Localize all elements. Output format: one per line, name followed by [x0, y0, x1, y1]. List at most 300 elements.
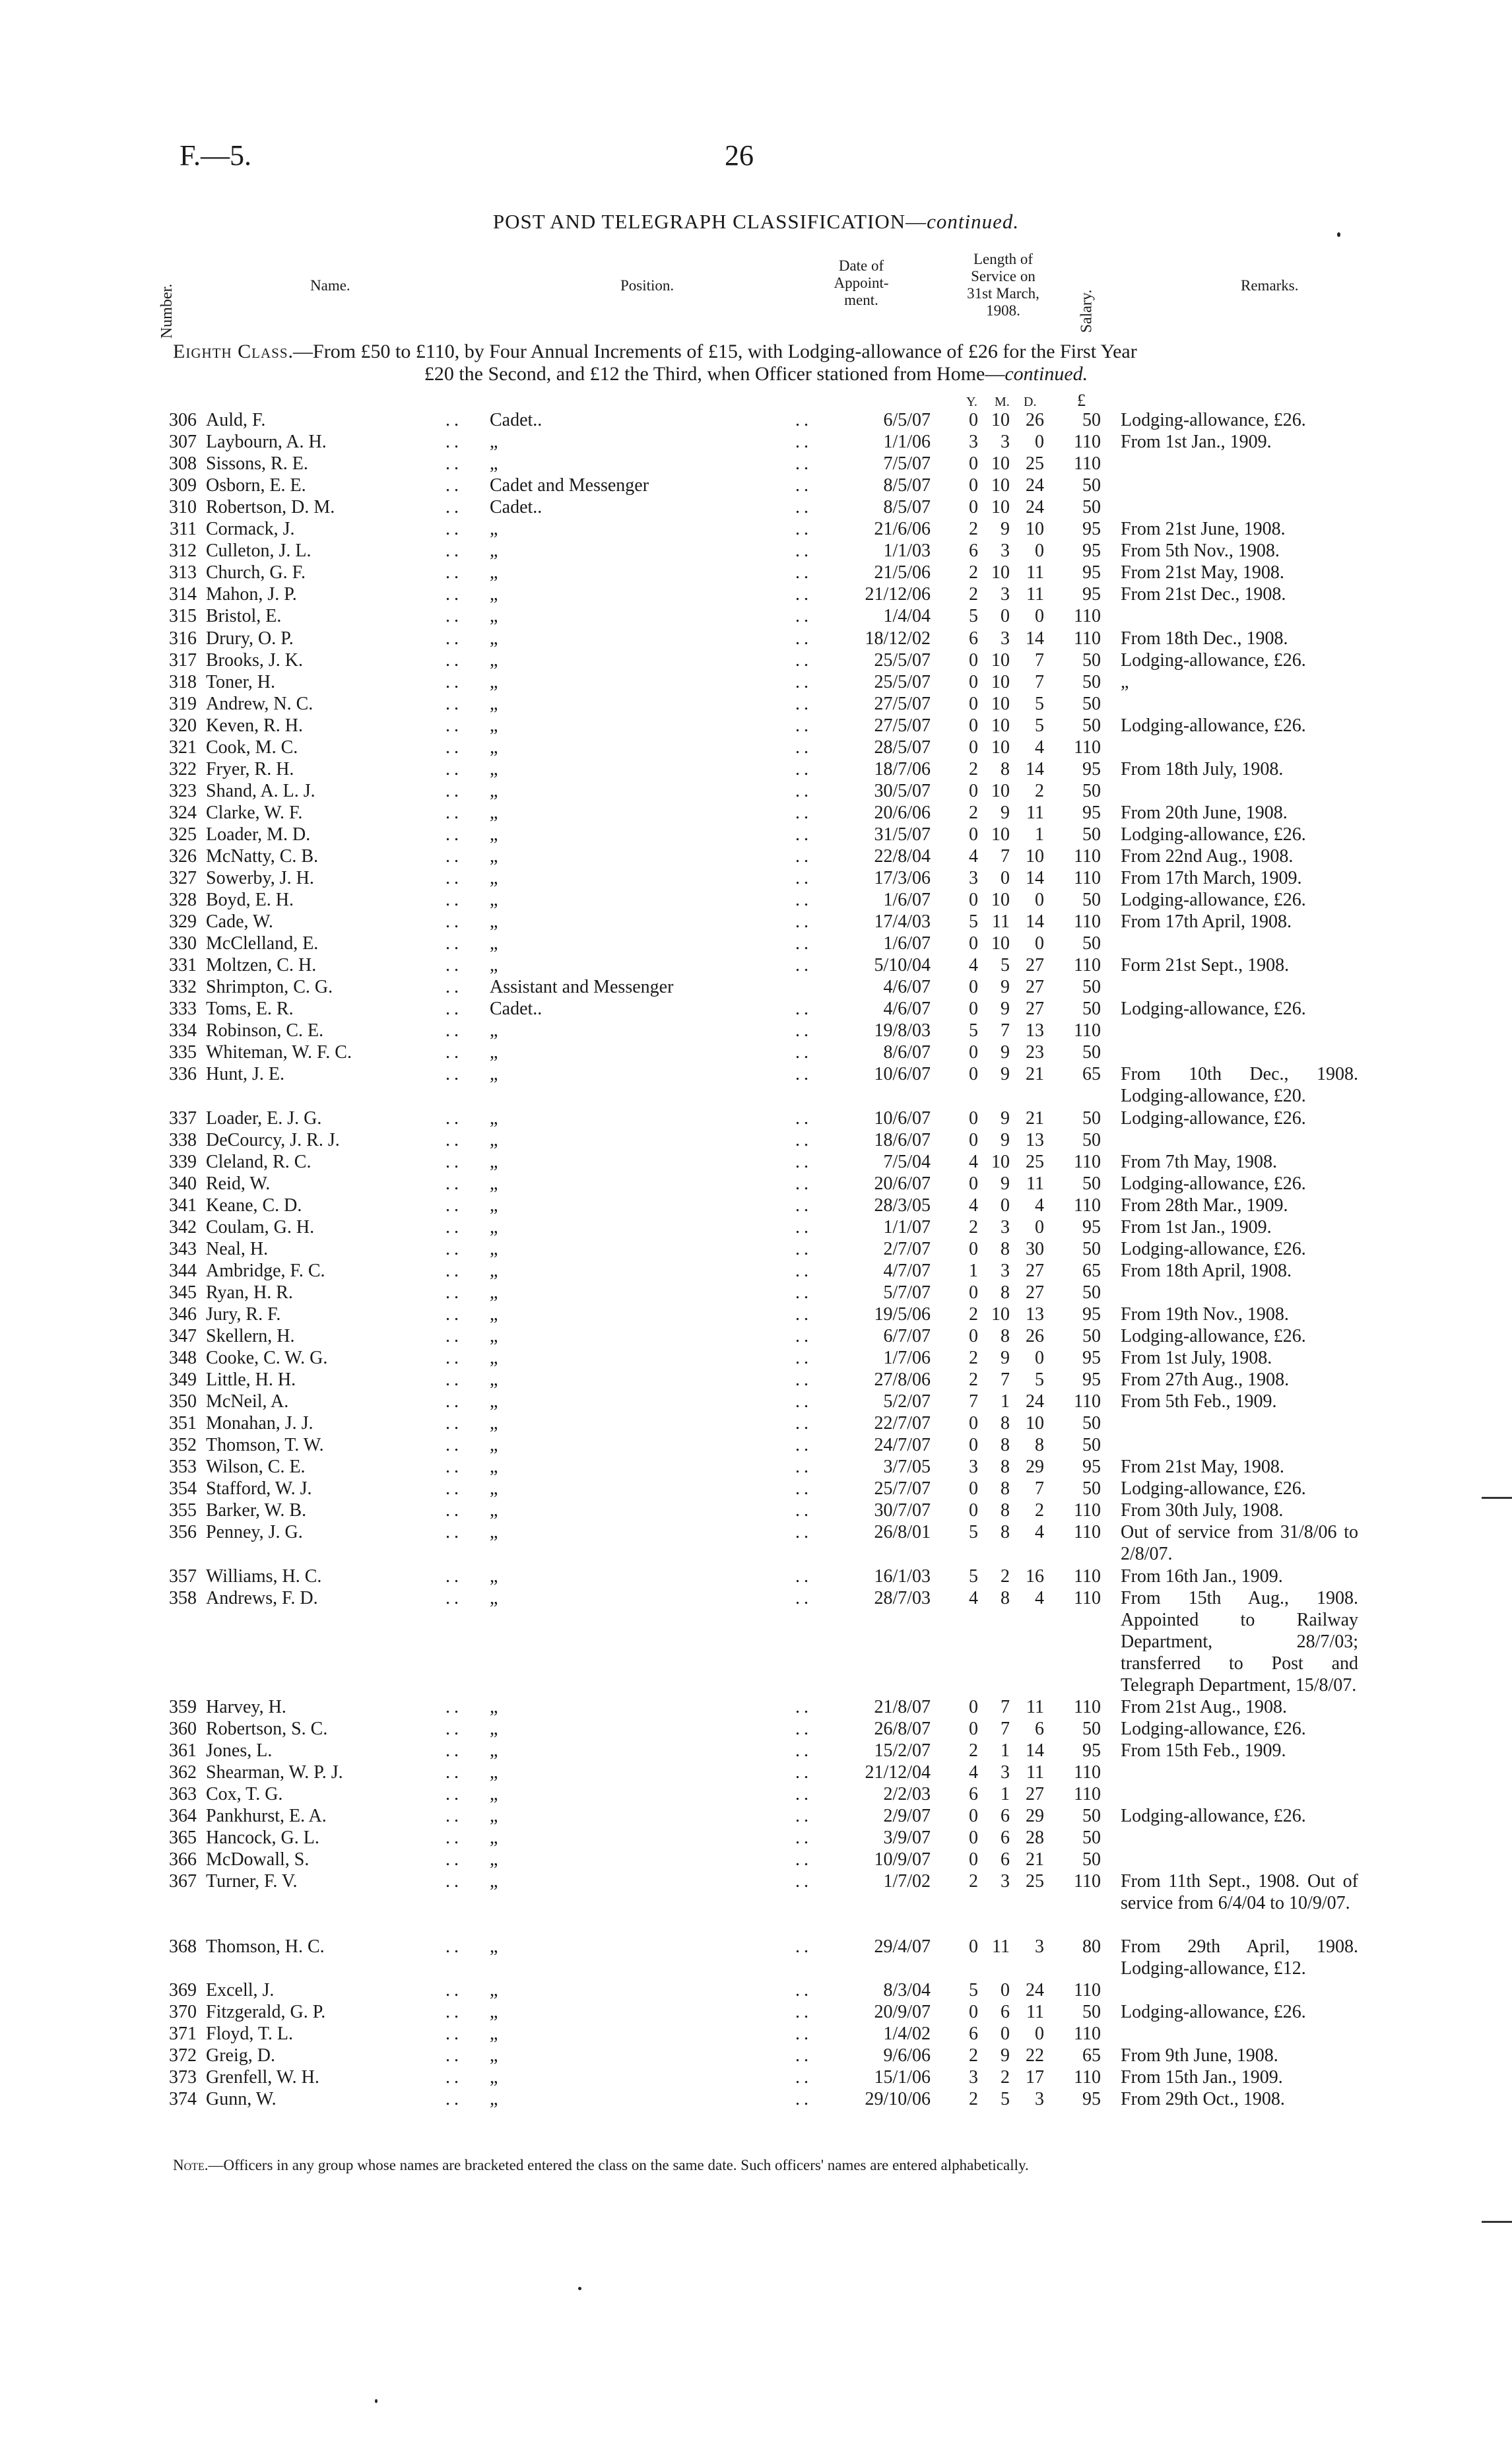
leader-dots: ..	[445, 1871, 463, 1892]
service-days: 2	[1035, 1500, 1044, 1521]
leader-dots: ..	[795, 475, 812, 496]
appointment-date: 4/6/07	[883, 999, 931, 1019]
position-cell: „	[490, 1719, 498, 1739]
service-months: 3	[1001, 1217, 1010, 1237]
appointment-date: 22/8/04	[874, 846, 931, 867]
row-number: 355	[169, 1500, 197, 1521]
leader-dots: ..	[445, 672, 463, 692]
leader-dots: ..	[795, 1020, 812, 1041]
position-cell: Cadet and Messenger	[490, 475, 649, 496]
position-cell: „	[490, 1130, 498, 1150]
service-days: 28	[1026, 1828, 1044, 1848]
row-number: 311	[170, 519, 197, 539]
row-number: 349	[169, 1369, 197, 1390]
service-days: 6	[1035, 1719, 1044, 1739]
officer-name: Robertson, S. C.	[206, 1719, 328, 1739]
position-cell: „	[490, 2045, 498, 2066]
row-number: 345	[169, 1282, 197, 1303]
service-days: 27	[1026, 1261, 1044, 1281]
officer-name: Thomson, T. W.	[206, 1435, 324, 1455]
service-months: 3	[1001, 584, 1010, 605]
officer-name: Bristol, E.	[206, 606, 282, 626]
position-cell: „	[490, 628, 498, 649]
table-row	[0, 1412, 1512, 1434]
officer-name: Boyd, E. H.	[206, 890, 294, 910]
leader-dots: ..	[445, 541, 463, 561]
row-number: 336	[169, 1064, 197, 1084]
service-years: 0	[969, 715, 978, 736]
leader-dots: ..	[445, 868, 463, 888]
appointment-date: 20/6/07	[874, 1173, 931, 1194]
officer-name: Robertson, D. M.	[206, 497, 335, 517]
table-row	[0, 2066, 1512, 2088]
service-years: 3	[969, 432, 978, 452]
leader-dots: ..	[445, 1369, 463, 1390]
officer-name: Toms, E. R.	[206, 999, 294, 1019]
appointment-date: 21/12/04	[865, 1762, 931, 1783]
service-years: 3	[969, 2067, 978, 2088]
leader-dots: ..	[795, 737, 812, 758]
table-row	[0, 1587, 1512, 1696]
row-number: 325	[169, 824, 197, 845]
service-days: 10	[1026, 519, 1044, 539]
leader-dots: ..	[795, 1762, 812, 1783]
service-days: 25	[1026, 1871, 1044, 1892]
note-text: .—Officers in any group whose names are bracketed entered the class on the same date. Such officers' names are entered alphabetically.	[204, 2157, 1029, 2173]
row-number: 371	[169, 2024, 197, 2044]
appointment-date: 8/5/07	[883, 475, 931, 496]
service-years: 0	[969, 1413, 978, 1434]
table-row	[0, 1456, 1512, 1478]
appointment-date: 7/5/07	[883, 453, 931, 474]
leader-dots: ..	[445, 1762, 463, 1783]
leader-dots: ..	[445, 1326, 463, 1346]
salary-cell: 50	[1082, 1108, 1101, 1129]
position-cell: „	[490, 584, 498, 605]
service-days: 0	[1035, 1348, 1044, 1368]
position-cell: „	[490, 933, 498, 954]
leader-dots: ..	[795, 672, 812, 692]
leader-dots: ..	[795, 1784, 812, 1804]
service-days: 21	[1026, 1064, 1044, 1084]
class-continued: continued.	[1004, 363, 1088, 385]
row-number: 354	[169, 1478, 197, 1499]
service-months: 0	[1001, 606, 1010, 626]
service-days: 26	[1026, 1326, 1044, 1346]
leader-dots: ..	[445, 933, 463, 954]
table-row	[0, 845, 1512, 867]
service-days: 0	[1035, 2024, 1044, 2044]
row-number: 358	[169, 1588, 197, 1608]
leader-dots: ..	[795, 824, 812, 845]
remarks-cell: From 15th Feb., 1909.	[1121, 1740, 1286, 1761]
position-cell: „	[490, 1936, 498, 1957]
officer-name: Ambridge, F. C.	[206, 1261, 325, 1281]
service-months: 1	[1001, 1391, 1010, 1412]
leader-dots: ..	[445, 1566, 463, 1587]
officer-name: Andrew, N. C.	[206, 694, 313, 714]
leader-dots: ..	[795, 497, 812, 517]
leader-dots: ..	[445, 1282, 463, 1303]
appointment-date: 30/5/07	[874, 781, 931, 801]
officer-name: Turner, F. V.	[206, 1871, 298, 1892]
service-years: 4	[969, 1762, 978, 1783]
row-number: 353	[169, 1457, 197, 1477]
leader-dots: ..	[795, 1522, 812, 1542]
row-number: 346	[169, 1304, 197, 1325]
officer-name: DeCourcy, J. R. J.	[206, 1130, 340, 1150]
remarks-cell: Lodging-allowance, £26.	[1121, 1108, 1306, 1129]
leader-dots: ..	[795, 606, 812, 626]
table-row	[0, 1718, 1512, 1740]
service-days: 3	[1035, 2089, 1044, 2109]
class-heading	[173, 340, 1361, 363]
salary-cell: 110	[1074, 1980, 1101, 2000]
service-years: 2	[969, 2045, 978, 2066]
table-row	[0, 1696, 1512, 1718]
salary-cell: 65	[1082, 2045, 1101, 2066]
appointment-date: 26/8/07	[874, 1719, 931, 1739]
service-years: 0	[969, 650, 978, 671]
position-cell: „	[490, 1806, 498, 1826]
service-years: 0	[969, 999, 978, 1019]
officer-name: Shearman, W. P. J.	[206, 1762, 343, 1783]
table-row	[0, 824, 1512, 845]
row-number: 328	[169, 890, 197, 910]
service-days: 14	[1026, 628, 1044, 649]
salary-cell: 95	[1082, 562, 1101, 583]
salary-cell: 50	[1082, 977, 1101, 997]
appointment-date: 20/9/07	[874, 2002, 931, 2022]
service-days: 29	[1026, 1806, 1044, 1826]
leader-dots: ..	[795, 1740, 812, 1761]
officer-name: Keven, R. H.	[206, 715, 303, 736]
remarks-cell: Lodging-allowance, £26.	[1121, 715, 1306, 736]
service-years: 3	[969, 868, 978, 888]
service-months: 10	[991, 737, 1010, 758]
service-years: 0	[969, 933, 978, 954]
service-days: 5	[1035, 715, 1044, 736]
service-years: 0	[969, 1500, 978, 1521]
leader-dots: ..	[795, 846, 812, 867]
officer-name: Toner, H.	[206, 672, 275, 692]
leader-dots: ..	[445, 475, 463, 496]
service-years: 2	[969, 759, 978, 779]
officer-name: Cooke, C. W. G.	[206, 1348, 328, 1368]
table-row	[0, 453, 1512, 475]
position-cell: „	[490, 1217, 498, 1237]
position-cell: „	[490, 453, 498, 474]
table-row	[0, 583, 1512, 605]
table-row	[0, 802, 1512, 824]
remarks-cell: Lodging-allowance, £26.	[1121, 1239, 1306, 1259]
service-days: 0	[1035, 541, 1044, 561]
appointment-date: 5/2/07	[883, 1391, 931, 1412]
service-days: 21	[1026, 1108, 1044, 1129]
header-number: Number.	[158, 283, 176, 339]
officer-name: Moltzen, C. H.	[206, 955, 317, 975]
remarks-cell: From 29th Oct., 1908.	[1121, 2089, 1285, 2109]
row-number: 369	[169, 1980, 197, 2000]
salary-cell: 110	[1074, 1784, 1101, 1804]
row-number: 367	[169, 1871, 197, 1892]
officer-name: Cox, T. G.	[206, 1784, 283, 1804]
appointment-date: 2/7/07	[883, 1239, 931, 1259]
remarks-cell: From 21st May, 1908.	[1121, 1457, 1284, 1477]
table-row	[0, 1521, 1512, 1564]
table-row	[0, 1434, 1512, 1456]
remarks-cell: Lodging-allowance, £26.	[1121, 650, 1306, 671]
officer-name: Pankhurst, E. A.	[206, 1806, 327, 1826]
officer-name: Laybourn, A. H.	[206, 432, 327, 452]
service-days: 7	[1035, 672, 1044, 692]
leader-dots: ..	[445, 1020, 463, 1041]
leader-dots: ..	[795, 890, 812, 910]
leader-dots: ..	[795, 519, 812, 539]
appointment-date: 28/3/05	[874, 1195, 931, 1216]
leader-dots: ..	[795, 1195, 812, 1216]
appointment-date: 31/5/07	[874, 824, 931, 845]
appointment-date: 1/1/06	[883, 432, 931, 452]
leader-dots: ..	[795, 2067, 812, 2088]
salary-cell: 95	[1082, 584, 1101, 605]
salary-cell: 110	[1074, 1588, 1101, 1608]
leader-dots: ..	[445, 2089, 463, 2109]
service-months: 8	[1001, 1435, 1010, 1455]
service-years: 2	[969, 1304, 978, 1325]
officer-name: Cook, M. C.	[206, 737, 298, 758]
service-months: 10	[991, 933, 1010, 954]
header-name: Name.	[310, 277, 350, 294]
salary-cell: 50	[1082, 1828, 1101, 1848]
service-years: 4	[969, 1588, 978, 1608]
appointment-date: 18/6/07	[874, 1130, 931, 1150]
table-row	[0, 562, 1512, 583]
table-row	[0, 1500, 1512, 1521]
right-edge-mark	[1482, 1497, 1512, 1499]
officer-name: Whiteman, W. F. C.	[206, 1042, 352, 1063]
row-number: 341	[169, 1195, 197, 1216]
position-cell: „	[490, 606, 498, 626]
appointment-date: 21/8/07	[874, 1697, 931, 1717]
leader-dots: ..	[445, 999, 463, 1019]
row-number: 365	[169, 1828, 197, 1848]
leader-dots: ..	[445, 911, 463, 932]
appointment-date: 19/8/03	[874, 1020, 931, 1041]
leader-dots: ..	[795, 999, 812, 1019]
table-row	[0, 2001, 1512, 2023]
appointment-date: 18/12/02	[865, 628, 931, 649]
salary-cell: 50	[1082, 933, 1101, 954]
service-days: 13	[1026, 1304, 1044, 1325]
remarks-cell: From 20th June, 1908.	[1121, 803, 1288, 823]
leader-dots: ..	[795, 1042, 812, 1063]
service-months: 7	[1001, 1719, 1010, 1739]
salary-cell: 95	[1082, 519, 1101, 539]
leader-dots: ..	[795, 1217, 812, 1237]
service-months: 3	[1001, 541, 1010, 561]
header-date-line: ment.	[844, 292, 878, 308]
row-number: 334	[169, 1020, 197, 1041]
service-years: 6	[969, 541, 978, 561]
service-years: 0	[969, 2002, 978, 2022]
table-row	[0, 1566, 1512, 1587]
officer-name: McNeil, A.	[206, 1391, 289, 1412]
service-days: 24	[1026, 1391, 1044, 1412]
service-years: 0	[969, 1042, 978, 1063]
appointment-date: 5/10/04	[874, 955, 931, 975]
service-days: 29	[1026, 1457, 1044, 1477]
remarks-cell: Lodging-allowance, £26.	[1121, 1173, 1306, 1194]
service-months: 8	[1001, 1326, 1010, 1346]
leader-dots: ..	[795, 911, 812, 932]
appointment-date: 21/5/06	[874, 562, 931, 583]
officer-name: Sowerby, J. H.	[206, 868, 314, 888]
row-number: 372	[169, 2045, 197, 2066]
service-months: 8	[1001, 759, 1010, 779]
officer-name: Stafford, W. J.	[206, 1478, 312, 1499]
service-days: 11	[1026, 2002, 1044, 2022]
officer-name: Jury, R. F.	[206, 1304, 281, 1325]
leader-dots: ..	[445, 781, 463, 801]
table-row	[0, 1369, 1512, 1391]
service-days: 27	[1026, 999, 1044, 1019]
position-cell: „	[490, 650, 498, 671]
leader-dots: ..	[445, 1239, 463, 1259]
page-title	[0, 210, 1512, 234]
service-years: 2	[969, 1348, 978, 1368]
position-cell: „	[490, 1348, 498, 1368]
officer-name: Loader, M. D.	[206, 824, 311, 845]
service-months: 10	[991, 453, 1010, 474]
service-years: 0	[969, 453, 978, 474]
leader-dots: ..	[795, 1697, 812, 1717]
service-years: 0	[969, 1936, 978, 1957]
service-months: 6	[1001, 2002, 1010, 2022]
row-number: 313	[169, 562, 197, 583]
officer-name: Neal, H.	[206, 1239, 269, 1259]
leader-dots: ..	[445, 453, 463, 474]
leader-dots: ..	[795, 955, 812, 975]
salary-cell: 50	[1082, 1042, 1101, 1063]
service-years: 0	[969, 694, 978, 714]
service-years: 2	[969, 519, 978, 539]
remarks-cell: Lodging-allowance, £26.	[1121, 1478, 1306, 1499]
service-days: 22	[1026, 2045, 1044, 2066]
appointment-date: 17/3/06	[874, 868, 931, 888]
unit-pound: £	[1077, 391, 1086, 410]
leader-dots: ..	[795, 628, 812, 649]
service-years: 0	[969, 1478, 978, 1499]
service-months: 9	[1001, 803, 1010, 823]
service-years: 5	[969, 1522, 978, 1542]
leader-dots: ..	[795, 541, 812, 561]
remarks-cell: Lodging-allowance, £26.	[1121, 890, 1306, 910]
service-months: 10	[991, 410, 1010, 430]
service-days: 30	[1026, 1239, 1044, 1259]
row-number: 343	[169, 1239, 197, 1259]
table-row	[0, 1151, 1512, 1173]
service-months: 0	[1001, 2024, 1010, 2044]
service-months: 8	[1001, 1282, 1010, 1303]
service-years: 0	[969, 1130, 978, 1150]
appointment-date: 25/7/07	[874, 1478, 931, 1499]
leader-dots: ..	[795, 1348, 812, 1368]
officer-name: Williams, H. C.	[206, 1566, 322, 1587]
remarks-cell: From 1st July, 1908.	[1121, 1348, 1272, 1368]
note-label: Note	[173, 2157, 205, 2173]
service-days: 27	[1026, 955, 1044, 975]
officer-name: Mahon, J. P.	[206, 584, 297, 605]
salary-cell: 50	[1082, 694, 1101, 714]
leader-dots: ..	[445, 1413, 463, 1434]
service-days: 14	[1026, 868, 1044, 888]
appointment-date: 21/12/06	[865, 584, 931, 605]
remarks-cell: From 5th Nov., 1908.	[1121, 541, 1280, 561]
service-years: 6	[969, 2024, 978, 2044]
appointment-date: 1/4/02	[883, 2024, 931, 2044]
officer-name: McNatty, C. B.	[206, 846, 319, 867]
position-cell: „	[490, 1762, 498, 1783]
remarks-cell: Lodging-allowance, £26.	[1121, 2002, 1306, 2022]
leader-dots: ..	[445, 846, 463, 867]
service-months: 11	[992, 911, 1010, 932]
leader-dots: ..	[795, 1457, 812, 1477]
officer-name: Auld, F.	[206, 410, 266, 430]
position-cell: „	[490, 1108, 498, 1129]
appointment-date: 1/6/07	[883, 933, 931, 954]
appointment-date: 28/7/03	[874, 1588, 931, 1608]
officer-name: Church, G. F.	[206, 562, 306, 583]
appointment-date: 1/4/04	[883, 606, 931, 626]
service-months: 9	[1001, 1108, 1010, 1129]
service-days: 26	[1026, 410, 1044, 430]
salary-cell: 95	[1082, 759, 1101, 779]
remarks-cell: Lodging-allowance, £26.	[1121, 410, 1306, 430]
service-months: 3	[1001, 1871, 1010, 1892]
table-row	[0, 1391, 1512, 1412]
leader-dots: ..	[445, 1784, 463, 1804]
leader-dots: ..	[445, 715, 463, 736]
salary-cell: 50	[1082, 1478, 1101, 1499]
position-cell: „	[490, 1784, 498, 1804]
service-months: 8	[1001, 1500, 1010, 1521]
appointment-date: 27/5/07	[874, 715, 931, 736]
appointment-date: 15/2/07	[874, 1740, 931, 1761]
title-continued: continued.	[927, 210, 1020, 233]
table-row	[0, 1238, 1512, 1260]
row-number: 331	[169, 955, 197, 975]
position-cell: „	[490, 1326, 498, 1346]
appointment-date: 25/5/07	[874, 650, 931, 671]
row-number: 317	[169, 650, 197, 671]
officer-name: Skellern, H.	[206, 1326, 295, 1346]
remarks-cell: From 9th June, 1908.	[1121, 2045, 1278, 2066]
salary-cell: 50	[1082, 497, 1101, 517]
leader-dots: ..	[795, 1719, 812, 1739]
leader-dots: ..	[445, 1457, 463, 1477]
salary-cell: 95	[1082, 1457, 1101, 1477]
remarks-cell: Lodging-allowance, £26.	[1121, 999, 1306, 1019]
service-years: 7	[969, 1391, 978, 1412]
officer-name: Hancock, G. L.	[206, 1828, 319, 1848]
remarks-cell: From 18th Dec., 1908.	[1121, 628, 1288, 649]
header-date-line: Appoint-	[834, 275, 889, 291]
service-days: 11	[1026, 1762, 1044, 1783]
service-days: 2	[1035, 781, 1044, 801]
service-months: 10	[991, 890, 1010, 910]
leader-dots: ..	[445, 650, 463, 671]
